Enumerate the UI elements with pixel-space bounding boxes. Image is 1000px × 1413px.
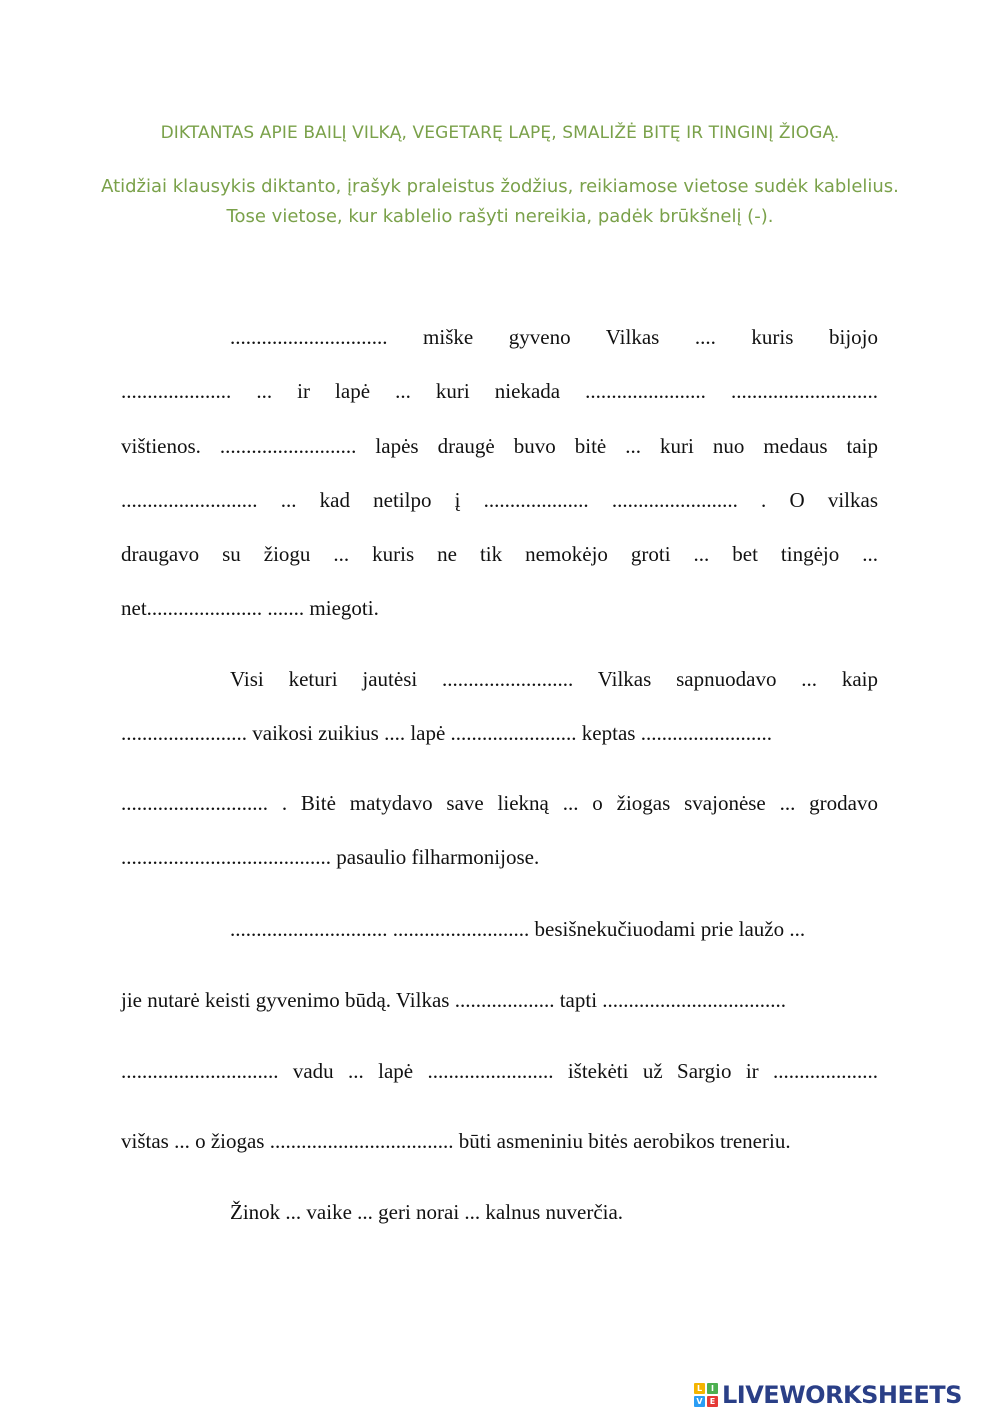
dictation-line-9: ............................ . Bitė matydavo save liekną ... o žiogas svajonėse ... grodavo <box>121 791 878 815</box>
dictation-line-6: net...................... ....... miegoti. <box>121 596 379 620</box>
worksheet-instructions: Atidžiai klausykis diktanto, įrašyk praleistus žodžius, reikiamose vietose sudėk kablelius. Tose vietose, kur kablelio rašyti nereikia, padėk brūkšnelį (-). <box>101 176 899 227</box>
dictation-line-13: .............................. vadu ... lapė ........................ ištekėti už Sargio ir .................... <box>121 1059 878 1083</box>
dictation-line-4: .......................... ... kad netilpo į .................... ........................ . O vilkas <box>121 488 878 512</box>
liveworksheets-logo <box>694 1377 962 1413</box>
logo-tile-l: L <box>694 1383 705 1394</box>
logo-tile-e: E <box>707 1396 718 1407</box>
dictation-line-15: Žinok ... vaike ... geri norai ... kalnus nuverčia. <box>230 1200 624 1224</box>
dictation-line-10: ........................................ pasaulio filharmonijose. <box>121 845 540 869</box>
dictation-line-14: vištas ... o žiogas ................................... būti asmeniniu bitės aerobikos treneriu. <box>121 1129 791 1153</box>
dictation-line-2: ..................... ... ir lapė ... kuri niekada ....................... ............................ <box>121 379 878 403</box>
worksheet-title: DIKTANTAS APIE BAILĮ VILKĄ, VEGETARĘ LAPĘ, SMALIŽĖ BITĘ IR TINGINĮ ŽIOGĄ. <box>160 123 840 143</box>
dictation-line-12: jie nutarė keisti gyvenimo būdą. Vilkas ................... tapti ................................... <box>121 988 787 1012</box>
liveworksheets-logo-text: LIVEWORKSHEETS <box>722 1381 962 1409</box>
dictation-line-7: Visi keturi jautėsi ......................... Vilkas sapnuodavo ... kaip <box>230 667 878 691</box>
dictation-line-8: ........................ vaikosi zuikius .... lapė ........................ keptas ......................... <box>121 721 772 745</box>
logo-tile-i: I <box>707 1383 718 1394</box>
dictation-line-5: draugavo su žiogu ... kuris ne tik nemokėjo groti ... bet tingėjo ... <box>121 542 878 566</box>
logo-tile-v: V <box>694 1396 705 1407</box>
liveworksheets-logo-icon <box>694 1383 718 1407</box>
dictation-line-3: vištienos. .......................... lapės draugė buvo bitė ... kuri nuo medaus taip <box>121 434 878 458</box>
dictation-line-11: .............................. .......................... besišnekučiuodami prie laužo ... <box>230 917 806 941</box>
dictation-line-1: .............................. miške gyveno Vilkas .... kuris bijojo <box>230 325 878 349</box>
